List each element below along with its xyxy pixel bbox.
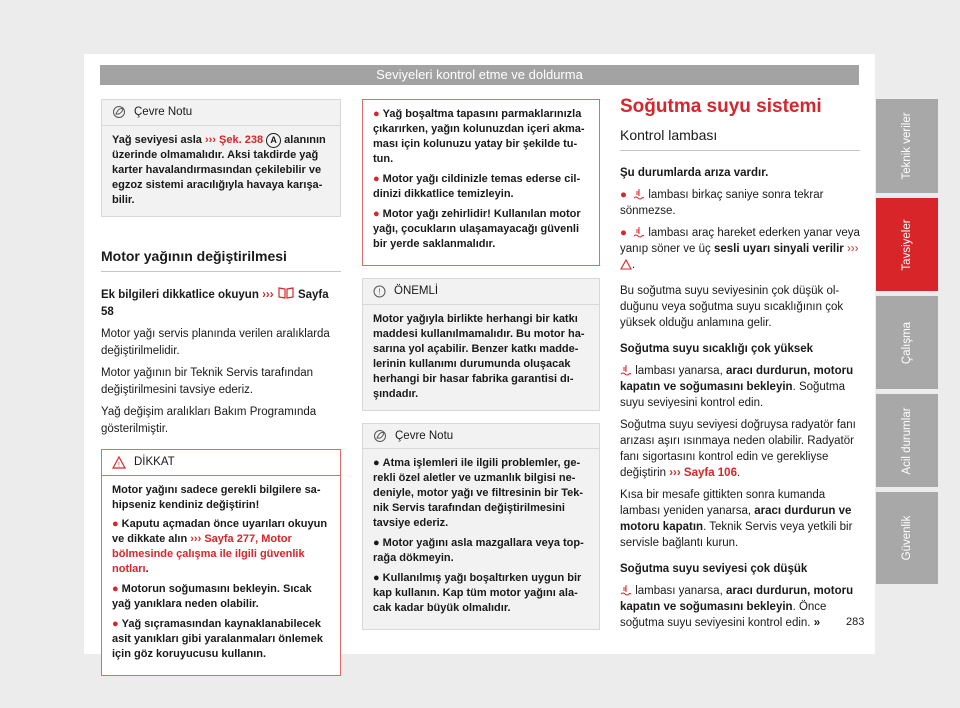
fault-item-1 xyxy=(620,187,860,219)
text: . Soğutma suyu seviyesini kontrol edin. xyxy=(620,381,845,409)
bold-text: aracı durdurun, motoru kapatın ve soğumasını bekleyin xyxy=(620,365,854,393)
env-note-item-text: Kullanılmış yağı boşaltırken uygun bir kap kullanın. Kap tüm motor yağını alacak kadar büyük olmalıdır. xyxy=(373,572,582,614)
read-more-text: Ek bilgileri dikkatlice okuyun xyxy=(101,289,263,301)
env-note-list xyxy=(373,456,589,616)
env-note-text: Yağ seviyesi asla xyxy=(112,133,205,146)
paragraph: Bu soğutma suyu seviyesinin çok düşük olduğunu veya soğutma suyu sıcaklığının çok yüksek olduğu anlamına gelir. xyxy=(620,285,844,329)
warning-continued-list xyxy=(373,107,589,252)
env-note-box-2 xyxy=(362,423,600,631)
bullet-icon: ● xyxy=(373,572,380,584)
coolant-lamp-icon xyxy=(633,188,645,200)
warning-item xyxy=(373,172,589,202)
text: Kısa bir mesafe gittikten sonra kumanda lambası yeniden yanarsa, xyxy=(620,489,826,517)
paragraph-temp-2 xyxy=(620,417,860,481)
warning-list xyxy=(112,517,330,662)
warning-continued-body xyxy=(363,100,599,265)
warning-intro: Motor yağını sadece gerekli bilgilere sahipseniz kendiniz değiştirin! xyxy=(112,483,321,511)
punctuation: . xyxy=(145,562,149,575)
paragraph-temp-1 xyxy=(620,363,860,411)
svg-text:!: ! xyxy=(118,461,120,469)
paragraph: Yağ değişim aralıkları Bakım Programında gösterilmiştir. xyxy=(101,406,317,435)
bold-text: aracı durdurun ve motoru kapatın xyxy=(620,505,852,533)
tab-technical-data[interactable] xyxy=(876,99,938,193)
bullet-icon: ● xyxy=(112,582,119,595)
info-circle-icon xyxy=(373,285,386,298)
warning-item-text: Motor yağı cildinizle temas ederse cildinizi dikkatlice temizleyin. xyxy=(373,173,581,200)
text: lambası yanarsa, xyxy=(632,365,726,377)
page-ref-link[interactable]: ››› Sayfa 106 xyxy=(669,467,737,479)
env-note-title: Çevre Notu xyxy=(134,106,193,118)
punctuation: . xyxy=(736,467,741,479)
warning-item-text: Motorun soğumasını bekleyin. Sıcak yağ yanıklara neden olabilir. xyxy=(112,582,312,610)
warning-item xyxy=(373,107,589,167)
env-note-text-2: alanının üzerinde olmamalıdır. Aksi takdirde yağ karter havalandırmasından çekilebilir ve egzoz sistemi aracılığıyla havaya karışabilir. xyxy=(112,133,326,206)
bullet-icon: ● xyxy=(373,208,380,220)
env-note-body xyxy=(102,126,340,216)
env-note-box xyxy=(101,99,341,217)
bullet-icon: ● xyxy=(620,189,627,201)
column-3 xyxy=(620,96,860,637)
warning-item-text: Motor yağı zehirlidir! Kullanılan motor yağı, çocukların ulaşamayacağı güvenli bir yerde saklanmalıdır. xyxy=(373,208,581,250)
heading-level-too-low: Soğutma suyu seviyesi çok düşük xyxy=(620,563,808,575)
warning-continued-box xyxy=(362,99,600,266)
paragraph: Motor yağının bir Teknik Servis tarafından değiştirilmesini tavsiye ederiz. xyxy=(101,367,314,396)
important-header xyxy=(363,279,599,305)
paragraph-temp-3 xyxy=(620,487,860,551)
text: Soğutma suyu seviyesi doğruysa radyatör fanı arızası aşırı ısınmaya neden olabilir. Radyatör fanı sigortasını kontrol edin ve gerekliyse değiştirin xyxy=(620,419,856,479)
book-icon xyxy=(277,286,295,300)
warning-item xyxy=(112,582,330,612)
tab-operation[interactable] xyxy=(876,296,938,389)
bullet-icon: ● xyxy=(373,108,380,120)
bullet-icon: ● xyxy=(373,457,380,469)
warning-triangle-icon xyxy=(112,456,126,469)
continue-arrow-icon: » xyxy=(813,617,821,629)
section-title-oil-change: Motor yağının değiştirilmesi xyxy=(101,248,341,273)
text: . Önce soğutma suyu seviyesini kontrol edin. xyxy=(620,601,827,629)
env-note-item xyxy=(373,536,589,566)
tab-recommendations[interactable] xyxy=(876,198,938,291)
warning-item-text: Yağ boşaltma tapasını parmaklarınızla çıkarırken, yağın kolunuzdan içeri akmaması için kolunuzu yatay bir şekilde tutun. xyxy=(373,108,585,165)
warning-item-text: Kaputu açmadan önce uyarıları okuyun ve dikkate alın xyxy=(112,517,328,545)
page-header: Seviyeleri kontrol etme ve doldurma xyxy=(100,65,859,85)
warning-triangle-icon[interactable] xyxy=(620,259,632,270)
warning-item-text: Yağ sıçramasından kaynaklanabilecek asit yanıkları gibi yaralanmaları önlemek için göz koruyucusu kullanın. xyxy=(112,617,323,660)
punctuation: . xyxy=(632,259,636,271)
env-note-body xyxy=(363,449,599,629)
column-2 xyxy=(362,99,600,630)
tab-label: Tavsiyeler xyxy=(901,218,913,271)
bullet-icon: ● xyxy=(112,517,119,530)
leaf-icon xyxy=(373,429,387,443)
bullet-icon: ● xyxy=(373,537,380,549)
svg-text:!: ! xyxy=(378,287,381,297)
warning-item xyxy=(373,207,589,252)
page-number: 283 xyxy=(846,616,865,628)
tab-emergencies[interactable] xyxy=(876,394,938,487)
important-title: ÖNEMLİ xyxy=(394,285,439,297)
fault-item-2 xyxy=(620,225,860,273)
text: . Teknik Servis veya yetkili bir servisle bağlantı kurun. xyxy=(620,521,853,549)
env-note-title: Çevre Notu xyxy=(395,429,454,442)
subtitle-warning-lamp: Kontrol lambası xyxy=(620,127,860,151)
bullet-icon: ● xyxy=(112,617,119,630)
coolant-lamp-icon xyxy=(620,584,632,596)
fault-item-bold: sesli uyarı sinyali verilir xyxy=(713,243,844,255)
figure-badge: A xyxy=(266,133,281,148)
paragraph: Motor yağı servis planında verilen aralıklarda değiştirilmelidir. xyxy=(101,328,330,357)
env-note-item xyxy=(373,456,589,531)
ref-arrow: ››› xyxy=(190,532,202,545)
env-note-item-text: Motor yağını asla mazgallara veya toprağa dökmeyin. xyxy=(373,537,584,564)
heading-temp-too-high: Soğutma suyu sıcaklığı çok yüksek xyxy=(620,343,814,355)
warning-item xyxy=(112,517,330,577)
important-box xyxy=(362,278,600,411)
fault-item-text: lambası araç hareket ederken yanar veya yanıp söner ve üç xyxy=(620,227,860,255)
bold-text: aracı durdurun, motoru kapatın ve soğumasını bekleyin xyxy=(620,585,854,613)
warning-header xyxy=(102,450,340,476)
important-body: Motor yağıyla birlikte herhangi bir katkı maddesi kullanılmamalıdır. Bu motor hasarına yol açabilir. Benzer katkı maddelerinin kullanımı durumunda oluşacak herhangi bir hasar fabrika garantisi dışındadır. xyxy=(373,312,585,400)
warning-title: DİKKAT xyxy=(134,456,175,468)
tab-label: Teknik veriler xyxy=(901,112,913,180)
warning-item xyxy=(112,617,330,662)
fault-condition-heading: Şu durumlarda arıza vardır. xyxy=(620,167,769,179)
bullet-icon: ● xyxy=(620,227,627,239)
warning-body xyxy=(102,476,340,675)
ref-arrow: ››› xyxy=(262,289,274,301)
leaf-icon xyxy=(112,105,126,119)
tab-safety[interactable] xyxy=(876,492,938,584)
column-1 xyxy=(101,99,341,676)
page-ref-link[interactable]: Sayfa 58 xyxy=(101,289,329,318)
warning-box xyxy=(101,449,341,676)
coolant-lamp-icon xyxy=(620,364,632,376)
ref-arrow: ››› xyxy=(843,243,859,255)
ref-arrow: ››› xyxy=(204,133,216,146)
figure-ref-link[interactable]: Şek. 238 xyxy=(215,133,267,146)
tab-label: Güvenlik xyxy=(901,515,913,561)
env-note-header xyxy=(102,100,340,126)
read-more-line xyxy=(101,286,341,320)
fault-item-text: lambası birkaç saniye sonra tekrar sönmezse. xyxy=(620,189,824,217)
coolant-lamp-icon xyxy=(633,226,645,238)
section-title-coolant: Soğutma suyu sistemi xyxy=(620,96,822,117)
text: lambası yanarsa, xyxy=(632,585,726,597)
tab-label: Acil durumlar xyxy=(901,406,913,475)
tab-label: Çalışma xyxy=(901,321,913,364)
env-note-header xyxy=(363,424,599,450)
paragraph-level-1 xyxy=(620,583,860,631)
bullet-icon: ● xyxy=(373,173,380,185)
env-note-item xyxy=(373,571,589,616)
page-ref-link[interactable]: Sayfa 277, Motor bölmesinde çalışma ile ilgili güvenlik notları xyxy=(112,532,305,575)
env-note-item-text: Atma işlemleri ile ilgili problemler, gerekli özel aletler ve uzmanlık bilgisi nedeniyle, motor yağı ve filtresinin bir Teknik Servis tarafından değiştirilmesini tavsiye ederiz. xyxy=(373,457,584,529)
